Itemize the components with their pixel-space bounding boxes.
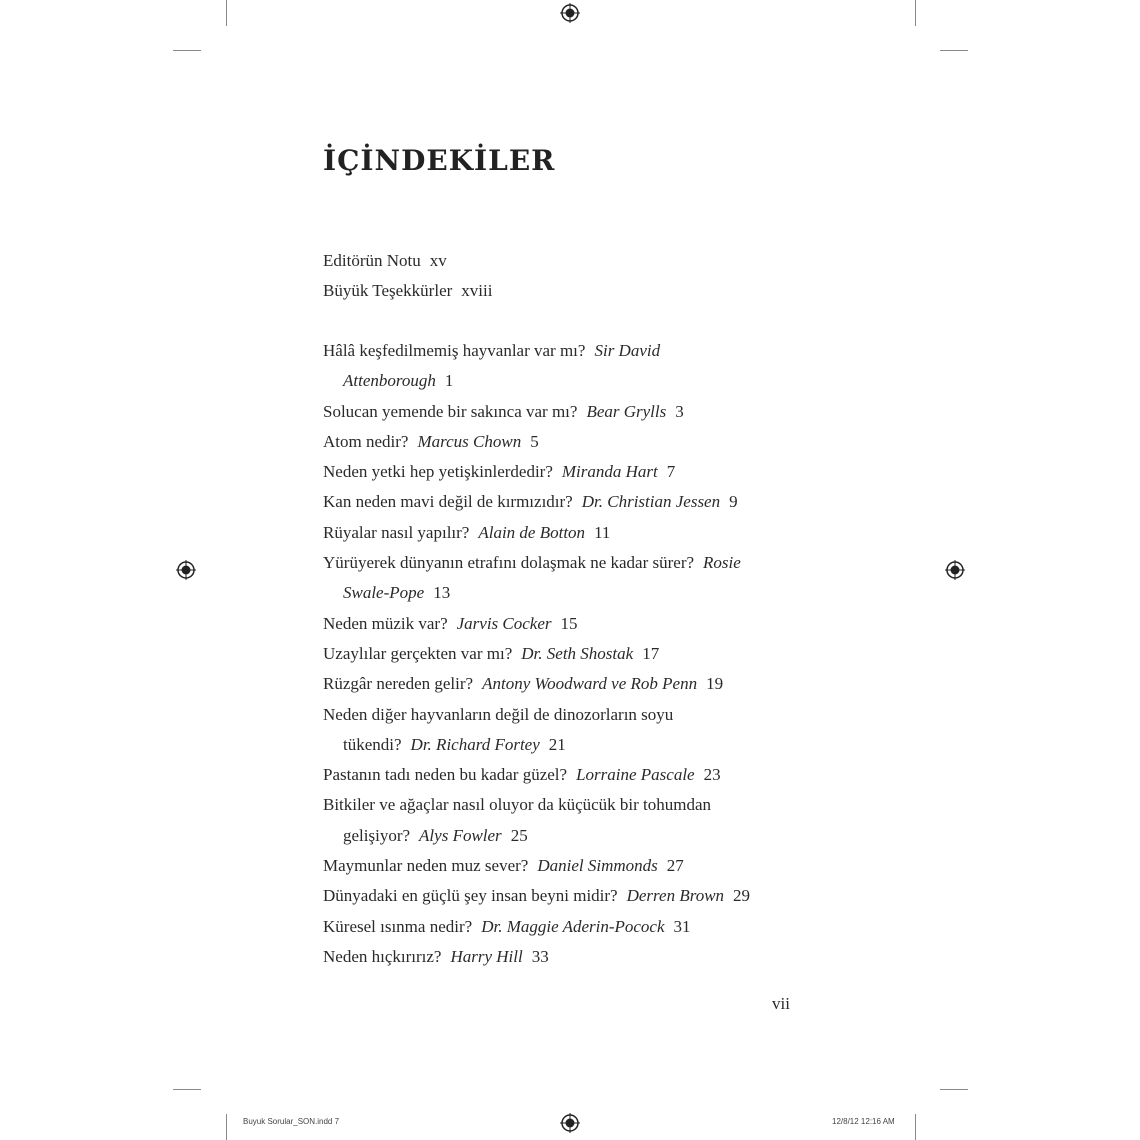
toc-page: 9 xyxy=(729,492,738,512)
toc-page: 13 xyxy=(433,583,451,603)
toc-entry-line xyxy=(323,912,803,942)
crop-mark xyxy=(915,1114,916,1140)
toc-page: 33 xyxy=(531,946,549,966)
toc-question: Neden müzik var? xyxy=(323,613,448,633)
toc-question: Neden yetki hep yetişkinlerdedir? xyxy=(323,462,553,482)
toc-author: Bear Grylls xyxy=(586,401,667,421)
toc-entry-line xyxy=(323,669,803,699)
toc-author: Derren Brown xyxy=(626,886,725,906)
toc-entry-line xyxy=(323,700,803,730)
page-title: İÇİNDEKİLER xyxy=(323,144,556,177)
toc-page: 23 xyxy=(703,765,721,785)
toc-author: Alys Fowler xyxy=(419,825,502,845)
toc-question: Maymunlar neden muz sever? xyxy=(323,856,529,876)
toc-author: Jarvis Cocker xyxy=(456,613,552,633)
toc-page: 27 xyxy=(666,856,684,876)
toc-list xyxy=(323,336,803,972)
toc-author: Antony Woodward ve Rob Penn xyxy=(482,674,698,694)
toc-question: gelişiyor? xyxy=(343,825,411,845)
toc-question: Yürüyerek dünyanın etrafını dolaşmak ne kadar sürer? xyxy=(323,553,695,573)
toc-author: Daniel Simmonds xyxy=(537,856,658,876)
toc-entry-line xyxy=(323,942,803,972)
toc-entry-line xyxy=(323,397,803,427)
crop-mark xyxy=(940,50,968,51)
toc-entry-line xyxy=(323,609,803,639)
toc-entry-line xyxy=(323,821,803,851)
toc-question: Bitkiler ve ağaçlar nasıl oluyor da küçücük bir tohumdan xyxy=(323,795,712,815)
toc-page: 21 xyxy=(548,734,566,754)
crop-mark xyxy=(940,1089,968,1090)
toc-entry-line xyxy=(323,487,803,517)
toc-entry-line xyxy=(323,578,803,608)
toc-entry-line xyxy=(323,518,803,548)
toc-entry-title: Editörün Notu xyxy=(323,251,421,270)
toc-author: Marcus Chown xyxy=(417,431,522,451)
crop-mark xyxy=(915,0,916,26)
toc-page: 15 xyxy=(560,613,578,633)
slug-timestamp: 12/8/12 12:16 AM xyxy=(832,1117,895,1126)
toc-question: Rüzgâr nereden gelir? xyxy=(323,674,474,694)
toc-entry-line xyxy=(323,427,803,457)
registration-mark-icon xyxy=(945,560,965,580)
toc-entry-line xyxy=(323,851,803,881)
toc-question: Hâlâ keşfedilmemiş hayvanlar var mı? xyxy=(323,341,586,360)
crop-mark xyxy=(226,1114,227,1140)
toc-author: Attenborough xyxy=(343,371,436,391)
toc-page: 5 xyxy=(530,431,539,451)
toc-question: Dünyadaki en güçlü şey insan beyni midir? xyxy=(323,886,618,906)
toc-question: Rüyalar nasıl yapılır? xyxy=(323,522,470,542)
toc-front-matter xyxy=(323,246,492,307)
toc-entry-line xyxy=(323,548,803,578)
crop-mark xyxy=(226,0,227,26)
toc-author: Miranda Hart xyxy=(561,462,658,482)
toc-entry-line xyxy=(323,639,803,669)
toc-question: Küresel ısınma nedir? xyxy=(323,916,473,936)
registration-mark-icon xyxy=(560,3,580,23)
crop-mark xyxy=(173,50,201,51)
toc-entry-page: xviii xyxy=(461,281,493,301)
toc-entry-line xyxy=(323,366,803,396)
toc-page: 1 xyxy=(444,371,454,391)
toc-question: Neden hıçkırırız? xyxy=(323,946,442,966)
toc-author: Dr. Seth Shostak xyxy=(521,643,634,663)
toc-page: 11 xyxy=(594,522,611,542)
toc-author: Dr. Maggie Aderin-Pocock xyxy=(481,916,665,936)
toc-entry-page: xv xyxy=(429,251,447,270)
toc-entry-line xyxy=(323,790,803,820)
toc-entry xyxy=(323,246,492,276)
toc-page: 19 xyxy=(706,674,724,694)
toc-entry-line xyxy=(323,457,803,487)
toc-author: Dr. Richard Fortey xyxy=(410,734,540,754)
toc-page: 31 xyxy=(673,916,691,936)
toc-question: Solucan yemende bir sakınca var mı? xyxy=(323,401,578,421)
toc-question: Neden diğer hayvanların değil de dinozorların soyu xyxy=(323,704,674,724)
toc-entry-line xyxy=(323,760,803,790)
toc-author: Lorraine Pascale xyxy=(576,765,695,785)
toc-author: Alain de Botton xyxy=(478,522,586,542)
page-number: vii xyxy=(772,994,790,1013)
toc-entry-title: Büyük Teşekkürler xyxy=(323,281,453,301)
toc-author: Harry Hill xyxy=(450,946,523,966)
registration-mark-icon xyxy=(176,560,196,580)
toc-author: Rosie xyxy=(703,553,741,573)
toc-question: Uzaylılar gerçekten var mı? xyxy=(323,643,513,663)
slug-filename: Buyuk Sorular_SON.indd 7 xyxy=(243,1117,340,1126)
toc-author: Dr. Christian Jessen xyxy=(581,492,721,512)
toc-entry xyxy=(323,276,492,306)
registration-mark-icon xyxy=(560,1113,580,1133)
crop-mark xyxy=(173,1089,201,1090)
toc-question: Pastanın tadı neden bu kadar güzel? xyxy=(323,765,568,785)
toc-author: Swale-Pope xyxy=(343,583,425,603)
toc-entry-line xyxy=(323,881,803,911)
toc-question: tükendi? xyxy=(343,734,402,754)
toc-page: 17 xyxy=(642,643,660,663)
toc-question: Atom nedir? xyxy=(323,431,409,451)
toc-page: 7 xyxy=(666,462,676,482)
toc-author: Sir David xyxy=(594,341,661,360)
toc-entry-line xyxy=(323,336,803,366)
toc-page: 3 xyxy=(675,401,684,421)
toc-page: 25 xyxy=(510,825,528,845)
toc-question: Kan neden mavi değil de kırmızıdır? xyxy=(323,492,573,512)
toc-page: 29 xyxy=(733,886,751,906)
toc-entry-line xyxy=(323,730,803,760)
